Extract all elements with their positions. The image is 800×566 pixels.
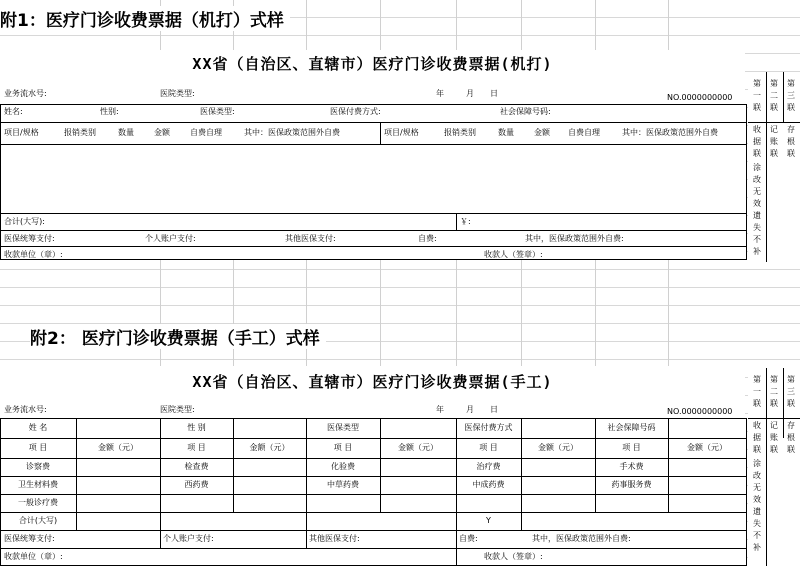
form2-outside-label: 其中，医保政策范围外自费: [532,534,631,543]
form1-copy-third-use: 存根联 [787,125,795,158]
heading-machine-receipt: 附1：医疗门诊收费票据（机打）式样 [0,6,290,31]
form1-name-label: 姓名: [4,107,23,116]
form1-col-quantity-right: 数量 [498,128,514,137]
form1-payment-method-label: 医保付费方式: [330,107,381,116]
form1-month: 月 [466,89,474,98]
form2-item-surgery: 手术费 [619,462,644,471]
heading-manual-receipt: 附2： 医疗门诊收费票据（手工）式样 [30,324,326,349]
form2-item-examination: 检查费 [184,462,209,471]
form2-table [0,418,747,566]
form1-col-category-left: 报销类别 [64,128,96,137]
form2-social-security-header: 社会保障号码 [607,423,656,432]
form2-insurance-type-header: 医保类型 [327,423,359,432]
form2-amount-header-4: 金额（元） [538,443,578,452]
form1-self-pay-label: 自费: [418,234,437,243]
form2-pool-label: 医保统筹支付: [4,534,55,543]
form2-item-header-4: 项 目 [479,443,498,452]
form1-col-amount-left: 金额 [154,128,170,137]
form1-col-outside-left: 其中：医保政策范围外自费 [244,128,340,137]
form2-amount-header-3: 金额（元） [398,443,438,452]
form2-amount-header-1: 金额（元） [98,443,138,452]
form1-col-selfpay-right: 自费自理 [568,128,600,137]
form1-outside-label: 其中，医保政策范围外自费: [525,234,624,243]
form1-col-category-right: 报销类别 [444,128,476,137]
form2-personal-label: 个人账户支付: [163,534,214,543]
form1-payee-unit-label: 收款单位（章）: [4,250,63,259]
form2-copy-notice: 涂改无效遗失不补 [753,459,761,552]
form2-item-header-2: 项 目 [187,443,206,452]
form2-other-label: 其他医保支付: [309,534,360,543]
form1-pool-label: 医保统筹支付: [4,234,55,243]
form2-serial-label: 业务流水号: [4,405,47,414]
form1-serial-label: 业务流水号: [4,89,47,98]
form1-number: NO.0000000000 [667,93,733,102]
form1-hospital-type-label: 医院类型: [160,89,195,98]
form1-col-amount-right: 金额 [534,128,550,137]
form2-amount-header-5: 金额（元） [687,443,727,452]
form1-col-selfpay-left: 自费自理 [190,128,222,137]
form1-copy-third: 第三联 [787,79,795,112]
form2-name-header: 姓 名 [28,423,48,432]
form2-self-pay-label: 自费: [459,534,478,543]
form1-copy-second-use: 记账联 [770,125,778,158]
form2-item-materials: 卫生材料费 [18,480,58,489]
form2-item-herbal-medicine: 中草药费 [327,480,359,489]
form1-title: XX省（自治区、直辖市）医疗门诊收费票据(机打) [192,55,553,73]
form2-month: 月 [466,405,474,414]
form1-other-label: 其他医保支付: [285,234,336,243]
form1-social-security-label: 社会保障号码: [500,107,551,116]
form1-copy-first: 第一联 [753,79,761,112]
form1-total-label: 合计(大写): [4,217,45,226]
form2-payee-label: 收款人（签章）: [484,552,543,561]
form2-total-label: 合计(大写) [18,516,58,525]
form2-item-header-5: 项 目 [622,443,641,452]
form2-payment-method-header: 医保付费方式 [464,423,513,432]
form2-yen: Y [486,516,491,525]
form1-col-item-right: 项目/规格 [384,128,419,137]
form2-copy-second-use: 记账联 [770,421,778,454]
form2-copy-first: 第一联 [753,375,761,408]
form1-personal-label: 个人账户支付: [145,234,196,243]
form1-day: 日 [490,89,498,98]
form2-gender-header: 性 别 [187,423,206,432]
form2-amount-header-2: 金额（元） [249,443,290,452]
form2-item-treatment: 治疗费 [476,462,501,471]
form1-copy-notice: 涂改无效遗失不补 [753,163,761,256]
form2-copy-third: 第三联 [787,375,795,408]
form2-item-general-diagnosis: 一般诊疗费 [18,498,58,507]
form2-item-patent-medicine: 中成药费 [472,480,505,489]
form2-year: 年 [436,405,444,414]
form2-item-pharmacy-service: 药事服务费 [611,480,652,489]
form2-item-western-medicine: 西药费 [184,480,209,489]
form2-copy-second: 第二联 [770,375,778,408]
form2-copy-first-use: 收据联 [753,421,761,454]
form1-col-quantity-left: 数量 [118,128,134,137]
form1-gender-label: 性别: [100,107,119,116]
form2-day: 日 [490,405,498,414]
form1-payee-label: 收款人（签章）: [484,250,543,259]
form2-hospital-type-label: 医院类型: [160,405,195,414]
form1-copy-second: 第二联 [770,79,778,112]
form2-payee-unit-label: 收款单位（章）: [4,552,63,561]
form2-copy-third-use: 存根联 [787,421,795,454]
form1-year: 年 [436,89,444,98]
form2-item-lab-test: 化验费 [331,462,355,471]
form1-insurance-type-label: 医保类型: [200,107,235,116]
form1-copy-first-use: 收据联 [753,125,761,158]
form2-item-consultation: 诊察费 [26,462,50,471]
form2-title: XX省（自治区、直辖市）医疗门诊收费票据(手工) [192,373,553,391]
form1-col-outside-right: 其中：医保政策范围外自费 [622,128,718,137]
form2-item-header-1: 项 目 [28,443,48,452]
form1-col-item-left: 项目/规格 [4,128,39,137]
form2-number: NO.0000000000 [667,407,733,416]
form2-item-header-3: 项 目 [333,443,353,452]
form1-yen: ￥: [460,217,471,226]
